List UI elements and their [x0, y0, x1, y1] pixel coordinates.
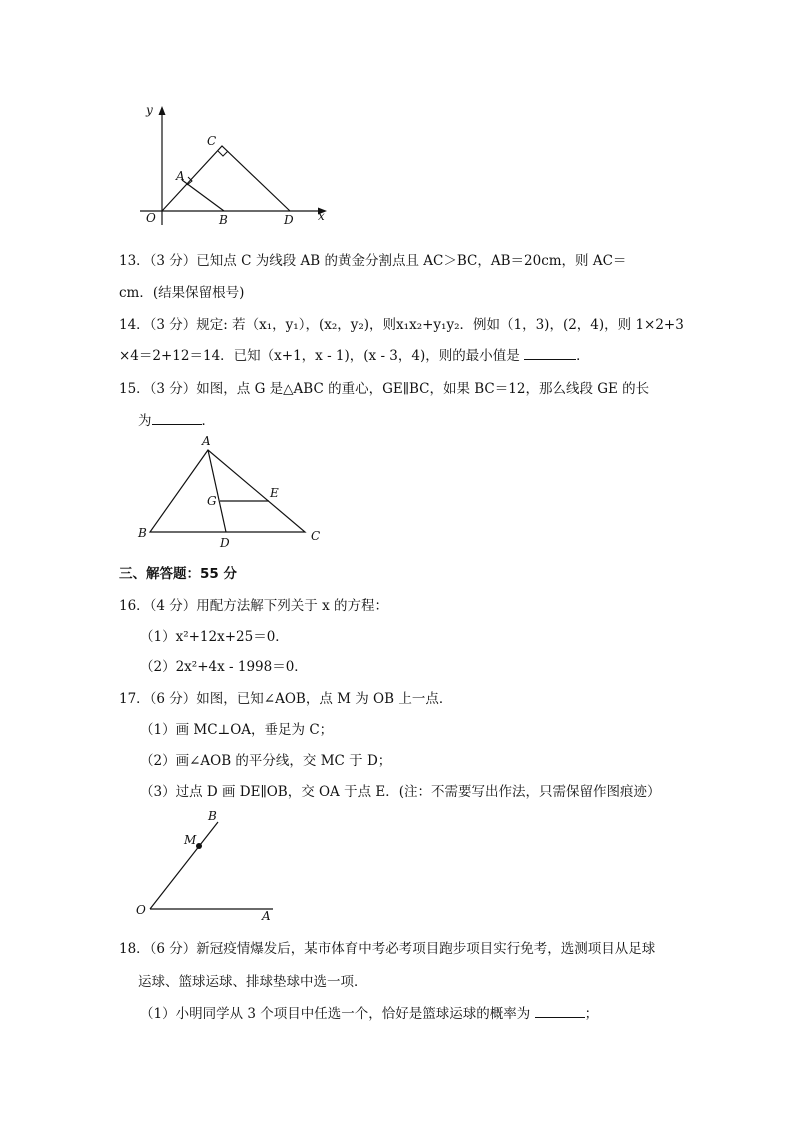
section-heading: 三、解答题：55 分: [119, 566, 237, 582]
label-B: B: [219, 213, 228, 227]
q16-part1: （1）x²+12x+25＝0．: [140, 629, 289, 645]
label-B: B: [208, 809, 217, 823]
label-O: O: [136, 903, 146, 917]
q14-line1: 14．（3 分）规定: 若（x₁，y₁），(x₂，y₂)，则x₁x₂+y₁y₂．例如（1，3)，(2，4)，则 1×2+3: [119, 317, 684, 333]
figure-angle-aob: [130, 806, 290, 924]
q18-answer-blank[interactable]: [535, 1005, 585, 1018]
q15-line2: 为 ．: [138, 413, 215, 429]
q15-answer-blank[interactable]: [152, 412, 202, 425]
q17-part1: （1）画 MC⊥OA，垂足为 C；: [140, 722, 334, 738]
label-D: D: [284, 213, 294, 227]
label-A: A: [202, 434, 211, 448]
label-O: O: [146, 211, 156, 225]
label-B: B: [138, 526, 147, 540]
q16-stem: 16．（4 分）用配方法解下列关于 x 的方程：: [119, 598, 389, 614]
figure-centroid-triangle: [130, 432, 330, 550]
q18-line2: 运球、篮球运球、排球垫球中选一项．: [138, 974, 368, 990]
q15-line1: 15．（3 分）如图，点 G 是△ABC 的重心，GE∥BC，如果 BC＝12，那么线段 GE 的长: [119, 381, 650, 397]
label-A: A: [262, 909, 271, 923]
label-E: E: [270, 486, 279, 500]
q14-answer-blank[interactable]: [524, 347, 576, 360]
label-C: C: [207, 134, 217, 148]
label-A: A: [176, 169, 185, 183]
label-y: y: [146, 103, 153, 117]
q17-part3: （3）过点 D 画 DE∥OB，交 OA 于点 E．(注：不需要写出作法，只需保留作图痕迹）: [140, 784, 661, 800]
label-G: G: [207, 494, 217, 508]
figure-coordinate-triangles: [130, 100, 340, 230]
q14-line2: ×4＝2+12＝14．已知（x+1，x - 1)，(x - 3，4)，则的最小值是 ．: [119, 348, 590, 364]
q18-part1: （1）小明同学从 3 个项目中任选一个，恰好是篮球运球的概率为 ；: [140, 1006, 599, 1022]
label-C: C: [311, 529, 321, 543]
q17-stem: 17．（6 分）如图，已知∠AOB，点 M 为 OB 上一点．: [119, 691, 453, 707]
q16-part2: （2）2x²+4x - 1998＝0．: [140, 659, 308, 675]
q13-line2: cm．(结果保留根号): [119, 285, 245, 301]
q13-line1: 13．（3 分）已知点 C 为线段 AB 的黄金分割点且 AC＞BC，AB＝20cm，则 AC＝: [119, 253, 627, 269]
q17-part2: （2）画∠AOB 的平分线，交 MC 于 D；: [140, 753, 392, 769]
label-D: D: [220, 536, 230, 550]
label-M: M: [184, 833, 197, 847]
label-x: x: [318, 209, 325, 223]
q18-line1: 18．（6 分）新冠疫情爆发后，某市体育中考必考项目跑步项目实行免考，选测项目从足球: [119, 941, 656, 957]
